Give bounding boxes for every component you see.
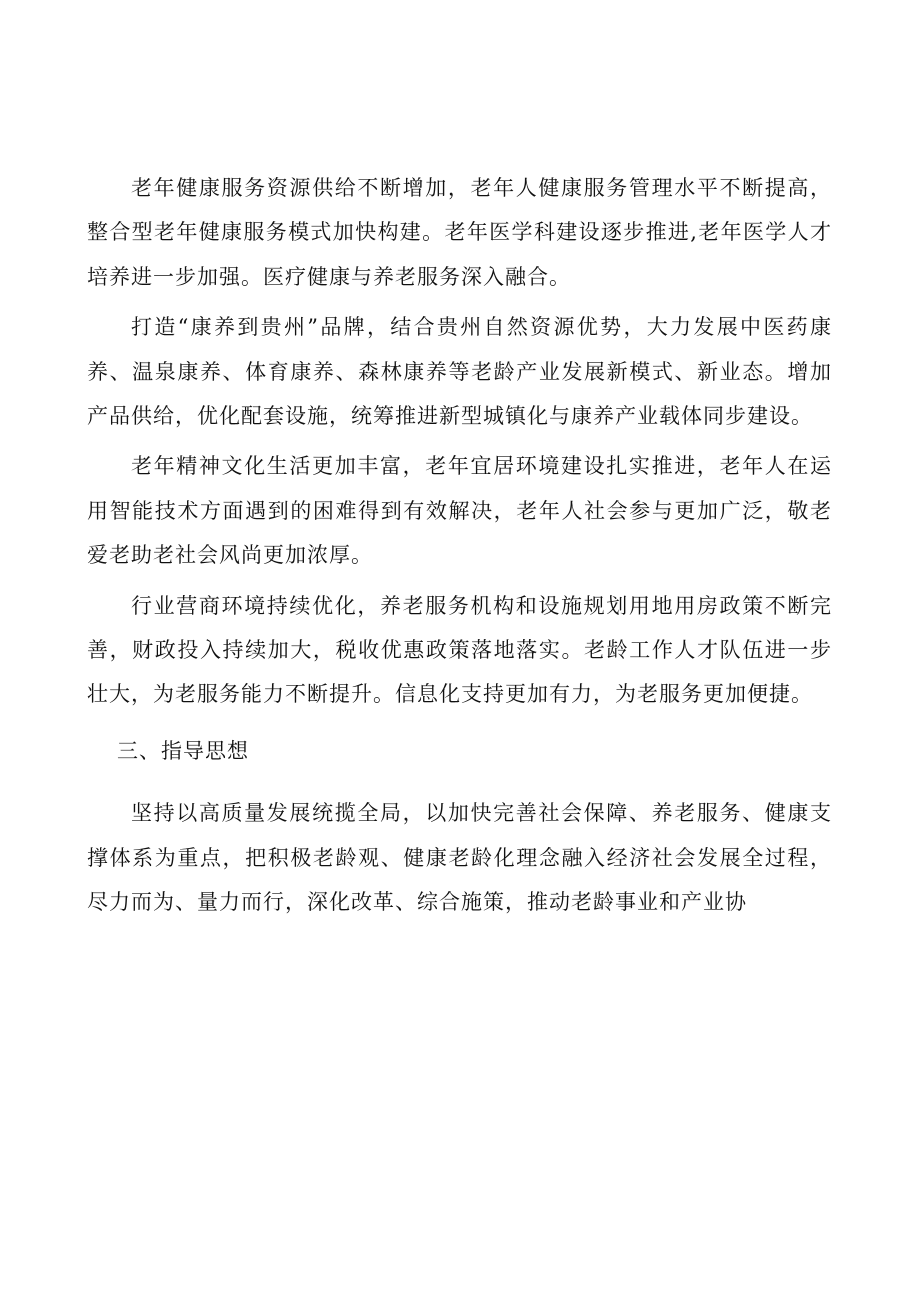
document-body bbox=[87, 166, 832, 931]
paragraph-guizhou-wellness-brand: 打造“康养到贵州”品牌，结合贵州自然资源优势，大力发展中医药康养、温泉康养、体育康养、森林康养等老龄产业发展新模式、新业态。增加产品供给，优化配套设施，统筹推进新型城镇化与康养产业载体同步建设。 bbox=[87, 315, 832, 429]
section-heading-guiding-thought: 三、指导思想 bbox=[117, 738, 249, 763]
paragraph-guiding-thought: 坚持以高质量发展统揽全局，以加快完善社会保障、养老服务、健康支撑体系为重点，把积极老龄观、健康老龄化理念融入经济社会发展全过程，尽力而为、量力而行，深化改革、综合施策，推动老龄事业和产业协 bbox=[87, 801, 832, 915]
paragraph-elderly-health-services: 老年健康服务资源供给不断增加，老年人健康服务管理水平不断提高，整合型老年健康服务模式加快构建。老年医学科建设逐步推进,老年医学人才培养进一步加强。医疗健康与养老服务深入融合。 bbox=[87, 176, 832, 289]
paragraph-business-environment: 行业营商环境持续优化，养老服务机构和设施规划用地用房政策不断完善，财政投入持续加大，税收优惠政策落地落实。老龄工作人才队伍进一步壮大，为老服务能力不断提升。信息化支持更加有力，为老服务更加便捷。 bbox=[87, 593, 832, 707]
paragraph-elderly-culture-life: 老年精神文化生活更加丰富，老年宜居环境建设扎实推进，老年人在运用智能技术方面遇到的困难得到有效解决，老年人社会参与更加广泛，敬老爱老助老社会风尚更加浓厚。 bbox=[87, 454, 832, 568]
